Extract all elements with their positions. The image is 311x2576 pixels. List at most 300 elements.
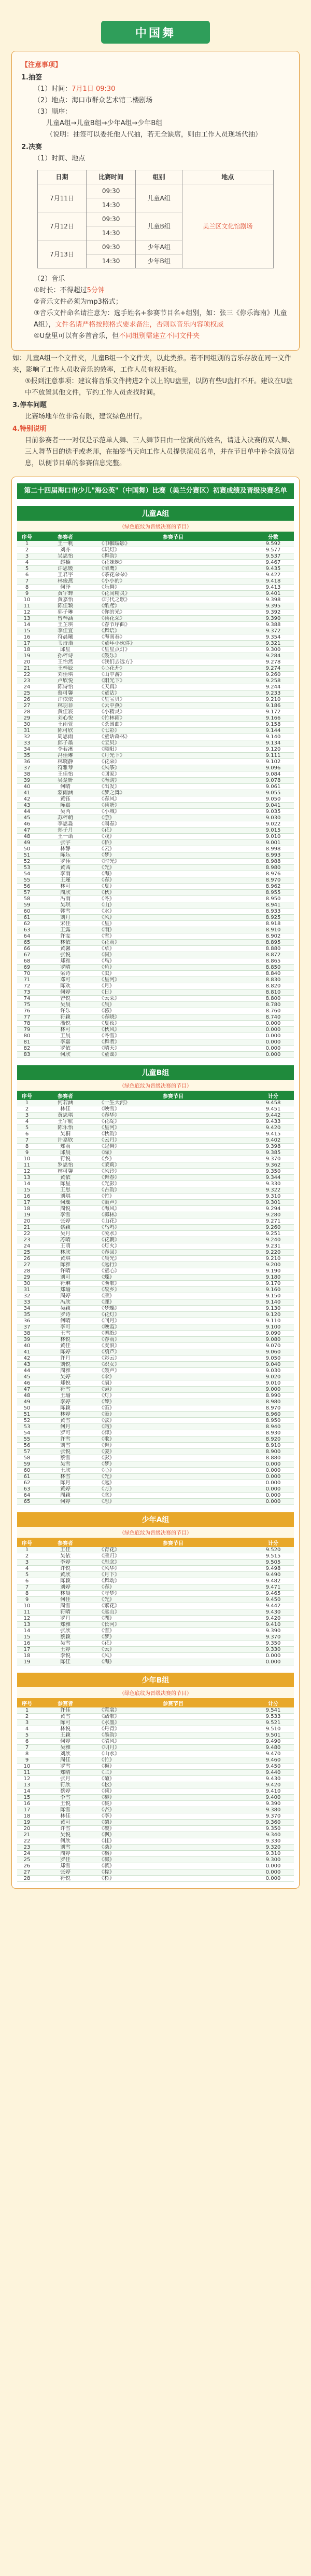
score: 9.160 (252, 1287, 294, 1293)
row-number: 18 (17, 1653, 37, 1659)
participant-name: 何若涵 (37, 1100, 94, 1106)
row-number: 39 (17, 1337, 37, 1343)
score: 8.970 (252, 877, 294, 884)
table-row (17, 1653, 294, 1659)
score: 9.321 (252, 641, 294, 647)
row-number: 28 (17, 709, 37, 715)
program-name: 《远》 (94, 1480, 252, 1486)
participant-name: 蔡雪 (37, 1455, 94, 1461)
participant-name: 刘雪 (37, 1443, 94, 1449)
participant-name: 刘月 (37, 915, 94, 921)
row-number: 13 (17, 1782, 37, 1788)
row-number: 80 (17, 1033, 37, 1039)
score: 9.330 (252, 1181, 294, 1187)
notice-continued (11, 351, 300, 477)
participant-name: 刘可 (37, 1275, 94, 1281)
table-row (17, 877, 294, 884)
program-name: 《虫》 (94, 971, 252, 977)
row-number: 10 (17, 1603, 37, 1609)
program-name: 《李》 (94, 1813, 252, 1820)
score: 9.010 (252, 1380, 294, 1387)
sched-date: 7月12日 (38, 212, 87, 240)
table-row (17, 715, 294, 722)
score: 9.402 (252, 1137, 294, 1144)
program-name: 《风筝》 (94, 765, 252, 771)
table-row (17, 740, 294, 747)
row-number: 38 (17, 771, 37, 778)
score: 9.515 (252, 1553, 294, 1560)
title-banner (101, 21, 210, 44)
program-name: 《茶花朵朵》 (94, 572, 252, 578)
program-name: 《风》 (94, 1653, 252, 1659)
score: 8.930 (252, 1430, 294, 1436)
section-final-head: 2.决赛 (21, 143, 42, 151)
program-name: 《绿》 (94, 1150, 252, 1156)
row-number: 44 (17, 1368, 37, 1374)
score: 9.233 (252, 690, 294, 697)
table-row (17, 1250, 294, 1256)
row-number: 37 (17, 765, 37, 771)
table-row (17, 759, 294, 765)
program-name: 《宝贝》 (94, 740, 252, 747)
table-row (17, 809, 294, 815)
table-row (17, 933, 294, 940)
results-table (17, 532, 294, 1058)
row-number: 8 (17, 585, 37, 591)
table-row (17, 1343, 294, 1349)
result-group (17, 506, 294, 1058)
program-name: 《云朵》 (94, 996, 252, 1002)
participant-name: 王怡然 (37, 659, 94, 666)
program-name: 《小城》 (94, 809, 252, 815)
participant-name: 蔡可馨 (37, 690, 94, 697)
row-number: 78 (17, 1021, 37, 1027)
row-number: 59 (17, 902, 37, 909)
program-name: 《扇》 (94, 1380, 252, 1387)
row-number: 15 (17, 1795, 37, 1801)
table-row (17, 1033, 294, 1039)
program-name: 《雪》 (94, 1628, 252, 1634)
row-number: 43 (17, 1362, 37, 1368)
participant-name: 刘婷 (37, 1584, 94, 1591)
row-number: 50 (17, 1405, 37, 1412)
program-name: 《姿》 (94, 1449, 252, 1455)
row-number: 61 (17, 1474, 37, 1480)
score: 9.501 (252, 1732, 294, 1739)
participant-name: 李可 (37, 1324, 94, 1331)
table-row (17, 547, 294, 553)
participant-name: 吴颖 (37, 1306, 94, 1312)
participant-name: 何佳 (37, 1597, 94, 1603)
program-name: 《山中游》 (94, 672, 252, 678)
score: 9.260 (252, 672, 294, 678)
table-row (17, 578, 294, 585)
table-row (17, 653, 294, 659)
score: 9.388 (252, 622, 294, 628)
table-row (17, 1002, 294, 1008)
table-row (17, 1312, 294, 1318)
participant-name: 周欣 (37, 890, 94, 896)
row-number: 54 (17, 1430, 37, 1436)
table-row (17, 1212, 294, 1218)
row-number: 37 (17, 1324, 37, 1331)
row-number: 26 (17, 697, 37, 703)
row-number: 75 (17, 1002, 37, 1008)
table-row (17, 628, 294, 634)
participant-name: 何泽 (37, 585, 94, 591)
participant-name: 张悦 (37, 952, 94, 958)
row-number: 71 (17, 977, 37, 983)
row-number: 2 (17, 547, 37, 553)
participant-name: 李佳宜 (37, 628, 94, 634)
row-number: 31 (17, 1287, 37, 1293)
row-number: 13 (17, 1175, 37, 1181)
page-title: 中国舞 (135, 26, 176, 40)
participant-name: 许月 (37, 1355, 94, 1362)
row-number: 3 (17, 1113, 37, 1119)
program-name: 《箫》 (94, 1412, 252, 1418)
results-table (17, 1698, 294, 1882)
row-number: 20 (17, 1218, 37, 1225)
program-name: 《春晓》 (94, 1014, 252, 1021)
program-name: 《月下》 (94, 1572, 252, 1578)
participant-name: 陈乐怡 (37, 1125, 94, 1131)
participant-name: 李悦 (37, 1653, 94, 1659)
score: 9.370 (252, 1156, 294, 1162)
table-row (17, 1807, 294, 1813)
score: 8.872 (252, 952, 294, 958)
table-row (17, 915, 294, 921)
table-row (17, 1499, 294, 1505)
score: 9.134 (252, 740, 294, 747)
table-row (17, 1455, 294, 1461)
row-number: 56 (17, 1443, 37, 1449)
program-name: 《云》 (94, 846, 252, 852)
table-row (17, 1795, 294, 1801)
table-row (17, 971, 294, 977)
participant-name: 陈诗怡 (37, 684, 94, 690)
program-name: 《竹》 (94, 1194, 252, 1200)
table-row (17, 1306, 294, 1312)
row-number: 35 (17, 1312, 37, 1318)
score: 8.900 (252, 1449, 294, 1455)
row-number: 24 (17, 684, 37, 690)
table-row (17, 1187, 294, 1194)
row-number: 9 (17, 1757, 37, 1764)
program-name: 《菊》 (94, 1776, 252, 1782)
score: 9.354 (252, 634, 294, 641)
table-row (17, 1299, 294, 1306)
row-number: 32 (17, 734, 37, 740)
score: 8.980 (252, 1399, 294, 1405)
participant-name: 梁诗 (37, 971, 94, 977)
program-name: 《明月》 (94, 1745, 252, 1751)
table-row (17, 1751, 294, 1757)
score: 9.090 (252, 1331, 294, 1337)
program-name: 《弦》 (94, 1418, 252, 1424)
program-name: 《雪》 (94, 933, 252, 940)
program-name: 《竹林雨》 (94, 715, 252, 722)
program-name: 《鼓声》 (94, 1368, 252, 1374)
row-number: 45 (17, 815, 37, 821)
participant-name: 李婷 (37, 1560, 94, 1566)
table-row (17, 1162, 294, 1169)
music-label: （2）音乐 (34, 275, 65, 283)
row-number: 1 (17, 1547, 37, 1553)
program-name: 《心》 (94, 1468, 252, 1474)
score: 9.400 (252, 1795, 294, 1801)
program-name: 《歌》 (94, 1436, 252, 1443)
table-row (17, 1150, 294, 1156)
participant-name: 黄雪 (37, 1714, 94, 1720)
row-number: 11 (17, 1609, 37, 1616)
score: 9.186 (252, 703, 294, 709)
row-number: 15 (17, 1187, 37, 1194)
participant-name: 陈星 (37, 1181, 94, 1187)
score: 9.533 (252, 1714, 294, 1720)
program-name: 《荷塘》 (94, 803, 252, 809)
score: 9.172 (252, 709, 294, 715)
column-header: 序号 (17, 1091, 37, 1100)
score: 9.130 (252, 1306, 294, 1312)
program-name: 《茶园曲》 (94, 722, 252, 728)
participant-name: 吴雪 (37, 1640, 94, 1647)
table-row (17, 815, 294, 821)
row-number: 48 (17, 834, 37, 840)
program-name: 《鸟》 (94, 958, 252, 965)
row-number: 17 (17, 641, 37, 647)
score: 9.080 (252, 1337, 294, 1343)
participant-name: 王芷琪 (37, 622, 94, 628)
score: 9.521 (252, 1720, 294, 1726)
participant-name: 符欣 (37, 1782, 94, 1788)
participant-name: 林俊燕 (37, 578, 94, 585)
row-number: 16 (17, 1801, 37, 1807)
table-row (17, 1181, 294, 1187)
program-name: 《棕》 (94, 1869, 252, 1876)
participant-name: 林晓静 (37, 759, 94, 765)
table-row (17, 946, 294, 952)
score: 9.592 (252, 541, 294, 547)
table-row (17, 927, 294, 933)
score: 8.970 (252, 1405, 294, 1412)
score: 9.370 (252, 1634, 294, 1640)
participant-name: 许雯 (37, 933, 94, 940)
participant-name: 吴晨 (37, 1002, 94, 1008)
table-row (17, 753, 294, 759)
participant-name: 张欣 (37, 1628, 94, 1634)
participant-name: 王一诺 (37, 834, 94, 840)
row-number: 79 (17, 1027, 37, 1033)
row-number: 29 (17, 1275, 37, 1281)
score: 9.451 (252, 1106, 294, 1113)
participant-name: 孙梓诗 (37, 653, 94, 659)
participant-name: 陈月 (37, 1480, 94, 1486)
program-name: 《思》 (94, 1499, 252, 1505)
score: 9.231 (252, 1243, 294, 1250)
program-name: 《秋》 (94, 890, 252, 896)
table-row (17, 641, 294, 647)
participant-name: 郑悦 (37, 1380, 94, 1387)
row-number: 7 (17, 1745, 37, 1751)
participant-name: 黄馨 (37, 946, 94, 952)
score: 9.372 (252, 628, 294, 634)
score: 9.458 (252, 1100, 294, 1106)
program-name: 《念》 (94, 1493, 252, 1499)
score: 9.390 (252, 1628, 294, 1634)
results-groups (17, 506, 294, 1882)
score: 8.955 (252, 890, 294, 896)
row-number: 63 (17, 1486, 37, 1493)
score: 9.418 (252, 578, 294, 585)
table-row (17, 1845, 294, 1851)
participant-name: 邱晨 (37, 1150, 94, 1156)
score: 9.380 (252, 1807, 294, 1813)
program-name: 《笛声》 (94, 1200, 252, 1206)
group-title: 少年B组 (17, 1673, 294, 1687)
participant-name: 卢欣悦 (37, 678, 94, 684)
participant-name: 符雪 (37, 1387, 94, 1393)
row-number: 3 (17, 553, 37, 560)
score: 8.840 (252, 971, 294, 977)
row-number: 47 (17, 1387, 37, 1393)
program-name: 《乡》 (94, 1156, 252, 1162)
table-row (17, 1757, 294, 1764)
participant-name: 罗诗 (37, 1312, 94, 1318)
score: 8.760 (252, 1008, 294, 1014)
participant-name: 王瑾 (37, 877, 94, 884)
score: 0.000 (252, 1653, 294, 1659)
participant-name: 符晴 (37, 1609, 94, 1616)
score: 9.100 (252, 1324, 294, 1331)
participant-name: 陈雪 (37, 1807, 94, 1813)
table-row (17, 1039, 294, 1046)
row-number: 31 (17, 728, 37, 734)
row-number: 9 (17, 1597, 37, 1603)
parking-text: 比赛场地车位非常有限，建议绿色出行。 (25, 413, 147, 421)
program-name: 《小精灵》 (94, 709, 252, 715)
score: 9.422 (252, 572, 294, 578)
program-name: 《笛》 (94, 1405, 252, 1412)
program-name: 《舞》 (94, 1443, 252, 1449)
program-name: 《夏夜》 (94, 1021, 252, 1027)
table-row (17, 603, 294, 609)
score: 9.140 (252, 1299, 294, 1306)
score: 9.520 (252, 1547, 294, 1553)
score: 9.190 (252, 1268, 294, 1275)
program-name: 《湖》 (94, 1616, 252, 1622)
program-name: 《踏歌》 (94, 1714, 252, 1720)
score: 9.020 (252, 1374, 294, 1380)
group-title: 少年A组 (17, 1512, 294, 1527)
program-name: 《雨》 (94, 927, 252, 933)
row-number: 62 (17, 1480, 37, 1486)
program-name: 《兰》 (94, 1770, 252, 1776)
table-row (17, 1764, 294, 1770)
score: 9.274 (252, 666, 294, 672)
program-name: 《海》 (94, 1659, 252, 1665)
program-name: 《天真》 (94, 684, 252, 690)
row-number: 28 (17, 1268, 37, 1275)
program-name: 《光》 (94, 1597, 252, 1603)
row-number: 5 (17, 1572, 37, 1578)
column-header: 参赛节目 (94, 532, 252, 541)
participant-name: 郑瑜 (37, 1287, 94, 1293)
program-name: 《花》 (94, 1640, 252, 1647)
program-name: 《树》 (94, 952, 252, 958)
program-name: 《灯》 (94, 1393, 252, 1399)
program-name: 《山水》 (94, 1751, 252, 1757)
participant-name: 张悦 (37, 1449, 94, 1455)
program-name: 《小小的》 (94, 578, 252, 585)
program-name: 《乐舞》 (94, 585, 252, 591)
result-group (17, 1065, 294, 1505)
score: 0.000 (252, 1493, 294, 1499)
participant-name: 李思淼 (37, 821, 94, 828)
participant-name: 许雪 (37, 1436, 94, 1443)
program-name: 《琴》 (94, 1399, 252, 1405)
participant-name: 罗可 (37, 1430, 94, 1436)
program-name: 《春》 (94, 1584, 252, 1591)
participant-name: 黄茜 (37, 865, 94, 871)
table-row (17, 1293, 294, 1299)
program-name: 《春华》 (94, 1113, 252, 1119)
program-name: 《樱》 (94, 1826, 252, 1832)
draw-location: （2）地点：海口市群众艺术馆二楼剧场 (34, 97, 153, 104)
score: 9.260 (252, 1225, 294, 1231)
row-number: 49 (17, 1399, 37, 1405)
score: 9.030 (252, 1368, 294, 1374)
table-row (17, 1324, 294, 1331)
score: 9.410 (252, 1622, 294, 1628)
draw-order: 儿童A组→儿童B组→少年A组→少年B组 (46, 119, 163, 127)
score: 9.210 (252, 1256, 294, 1262)
participant-name: 何婷 (37, 989, 94, 996)
table-row (17, 597, 294, 603)
table-row (17, 1863, 294, 1869)
score: 9.310 (252, 1194, 294, 1200)
row-number: 5 (17, 1125, 37, 1131)
program-name: 《水》 (94, 909, 252, 915)
row-number: 64 (17, 1493, 37, 1499)
program-name: 《桂》 (94, 1838, 252, 1845)
score: 8.980 (252, 865, 294, 871)
score: 8.960 (252, 1412, 294, 1418)
participant-name: 李婷 (37, 1399, 94, 1405)
table-row (17, 1318, 294, 1324)
table-row (17, 1014, 294, 1021)
row-number: 29 (17, 715, 37, 722)
table-row (17, 1732, 294, 1739)
participant-name: 王颖 (37, 1732, 94, 1739)
participant-name: 郑子月 (37, 828, 94, 834)
score: 8.918 (252, 921, 294, 927)
score: 9.284 (252, 653, 294, 659)
participant-name: 蔡婷 (37, 1788, 94, 1795)
row-number: 4 (17, 1726, 37, 1732)
table-row (17, 1380, 294, 1387)
table-row (17, 865, 294, 871)
row-number: 12 (17, 1616, 37, 1622)
score: 0.000 (252, 1876, 294, 1882)
score: 9.096 (252, 765, 294, 771)
participant-name: 许嘉欣 (37, 1137, 94, 1144)
score: 9.110 (252, 1318, 294, 1324)
table-row (17, 902, 294, 909)
row-number: 11 (17, 1770, 37, 1776)
table-row (17, 591, 294, 597)
table-row (17, 1430, 294, 1436)
